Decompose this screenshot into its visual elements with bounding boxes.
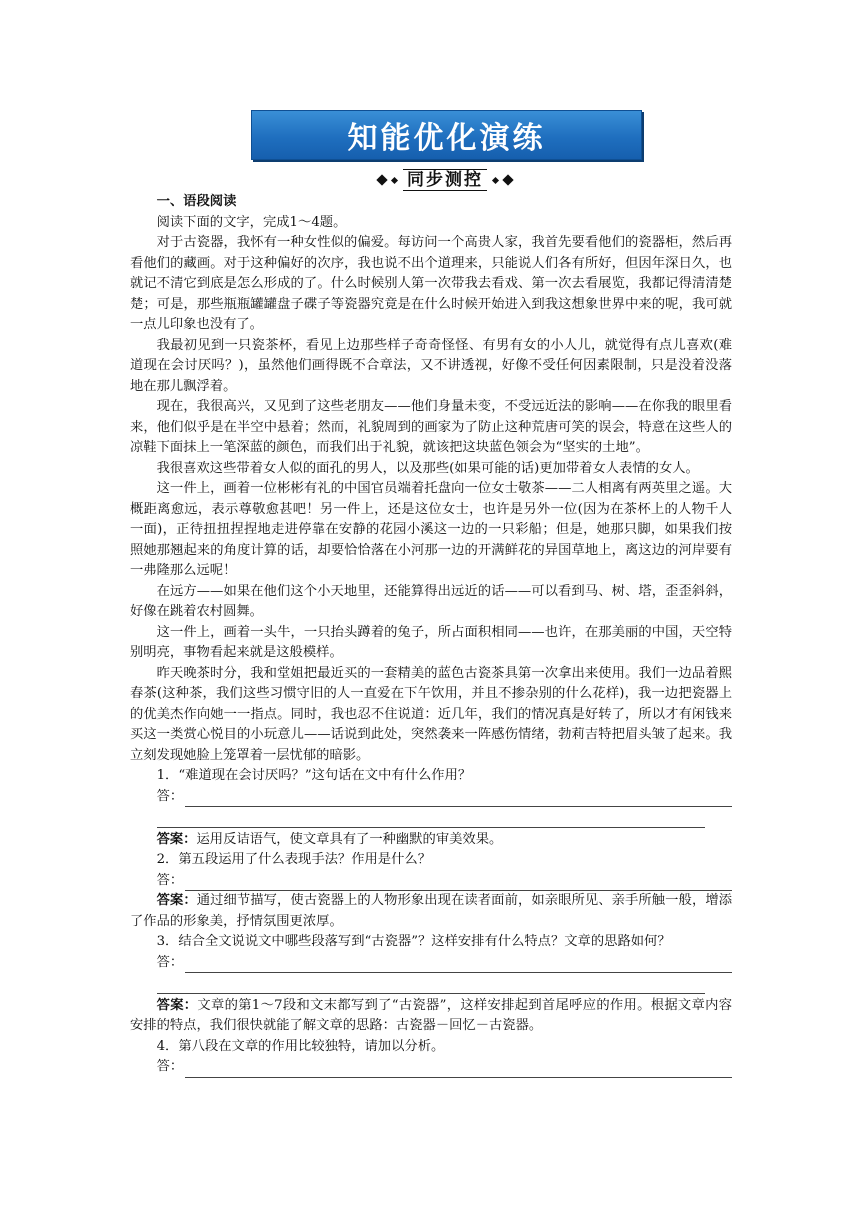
passage-paragraph: 我最初见到一只瓷茶杯，看见上边那些样子奇奇怪怪、有男有女的小人儿，就觉得有点儿喜欢(难道现在会讨厌吗？)，虽然他们画得既不合章法，又不讲透视，好像不受任何因素限制，只是没着没落地在那儿飘浮着。 [130,337,732,394]
answer-blank[interactable] [185,1063,732,1078]
answer-text: 运用反诘语气，使文章具有了一种幽默的审美效果。 [196,831,503,847]
question: 4．第八段在文章的作用比较独特，请加以分析。 [156,1038,445,1054]
diamond-icon [492,176,499,183]
question: 1．“难道现在会讨厌吗？”这句话在文中有什么作用？ [156,768,472,783]
answer-line[interactable] [130,871,732,892]
diamond-icon [502,174,513,185]
passage-paragraph: 现在，我很高兴，又见到了这些老朋友——他们身量未变，不受远近法的影响——在你我的眼里看来，他们似乎是在半空中悬着；然而，礼貌周到的画家为了防止这种荒唐可笑的误会，特意在这些人的凉鞋下面抹上一笔深蓝的颜色，而我们出于礼貌，就该把这块蓝色领会为“坚实的土地”。 [130,399,732,455]
passage-paragraph: 这一件上，画着一头牛，一只抬头蹲着的兔子，所占面积相同——也许，在那美丽的中国，天空特别明亮，事物看起来就是这般模样。 [130,624,732,660]
question: 2．第五段运用了什么表现手法？作用是什么？ [156,852,431,867]
answer-line[interactable] [130,953,732,974]
answer-blank[interactable] [185,876,732,891]
passage-paragraph: 昨天晚茶时分，我和堂姐把最近买的一套精美的蓝色古瓷茶具第一次拿出来使用。我们一边品着熙春茶(这种茶，我们这些习惯守旧的人一直爱在下午饮用，并且不掺杂别的什么花样)，我一边把瓷器上的优美杰作向她一一指点。同时，我也忍不住说道：近几年，我们的情况真是好转了，所以才有闲钱来买这一类赏心悦目的小玩意儿——话说到此处，突然袭来一阵感伤情绪，勃莉吉特把眉头皱了起来。我立刻发现她脸上笼罩着一层忧郁的暗影。 [130,665,732,763]
answer-prefix: 答： [156,1059,184,1074]
diamond-icon [376,174,387,185]
answer-key-label: 答案： [156,997,198,1013]
answer-key-label: 答案： [156,893,197,908]
title-banner [251,110,642,160]
page-title: 知能优化演练 [347,121,546,156]
answer-blank[interactable] [185,958,732,973]
answer-blank[interactable] [185,792,732,807]
answer [130,830,732,851]
section-subtitle: 同步测控 [403,169,487,191]
passage-paragraph: 我很喜欢这些带着女人似的面孔的男人，以及那些(如果可能的话)更加带着女人表情的女人。 [156,460,699,476]
answer-prefix: 答： [156,872,184,888]
answer-line[interactable] [130,787,732,808]
answer-prefix: 答： [156,788,184,804]
instruction: 阅读下面的文字，完成1～4题。 [156,214,347,230]
passage-paragraph: 在远方——如果在他们这个小天地里，还能算得出远近的话——可以看到马、树、塔，歪歪斜斜，好像在跳着农村圆舞。 [130,583,732,619]
subtitle-banner [350,168,540,192]
answer-text: 通过细节描写，使古瓷器上的人物形象出现在读者面前，如亲眼所见、亲手所触一般，增添了作品的形象美，抒情氛围更浓厚。 [130,893,733,929]
passage-paragraph: 对于古瓷器，我怀有一种女性似的偏爱。每访问一个高贵人家，我首先要看他们的瓷器柜，然后再看他们的藏画。对于这种偏好的次序，我也说不出个道理来，只能说人们各有所好，但因年深日久，也就记不清它到底是怎么形成的了。什么时候别人第一次带我去看戏、第一次去看展览，我都记得清清楚楚；可是，那些瓶瓶罐罐盘子碟子等瓷器究竟是在什么时候开始进入到我这想象世界中来的呢，我可就一点儿印象也没有了。 [130,235,732,332]
answer-key-label: 答案： [156,831,197,847]
question: 3．结合全文说说文中哪些段落写到“古瓷器”？这样安排有什么特点？文章的思路如何？ [156,934,671,949]
section-heading: 一、语段阅读 [156,194,237,209]
answer [130,996,732,1037]
answer-blank[interactable] [157,807,705,828]
passage-paragraph: 这一件上，画着一位彬彬有礼的中国官员端着托盘向一位女士敬茶——二人相离有两英里之遥。大概距离愈远，表示尊敬愈甚吧！另一件上，还是这位女士，也许是另外一位(因为在茶杯上的人物千人一面)，正待扭扭捏捏地走进停靠在安静的花园小溪这一边的一只彩船；但是，她那只脚，如果我们按照她那翘起来的角度计算的话，却要恰恰落在小河那一边的开满鲜花的异国草地上，离这边的河岸要有一弗隆那么远呢！ [130,481,732,578]
answer-prefix: 答： [156,954,184,970]
answer-text: 文章的第1～7段和文末都写到了“古瓷器”，这样安排起到首尾呼应的作用。根据文章内容安排的特点，我们很快就能了解文章的思路：古瓷器－回忆－古瓷器。 [130,997,733,1033]
answer-line[interactable] [130,1057,732,1078]
answer [130,891,732,932]
document-body [130,192,732,1078]
diamond-icon [391,176,398,183]
answer-blank[interactable] [157,973,705,994]
